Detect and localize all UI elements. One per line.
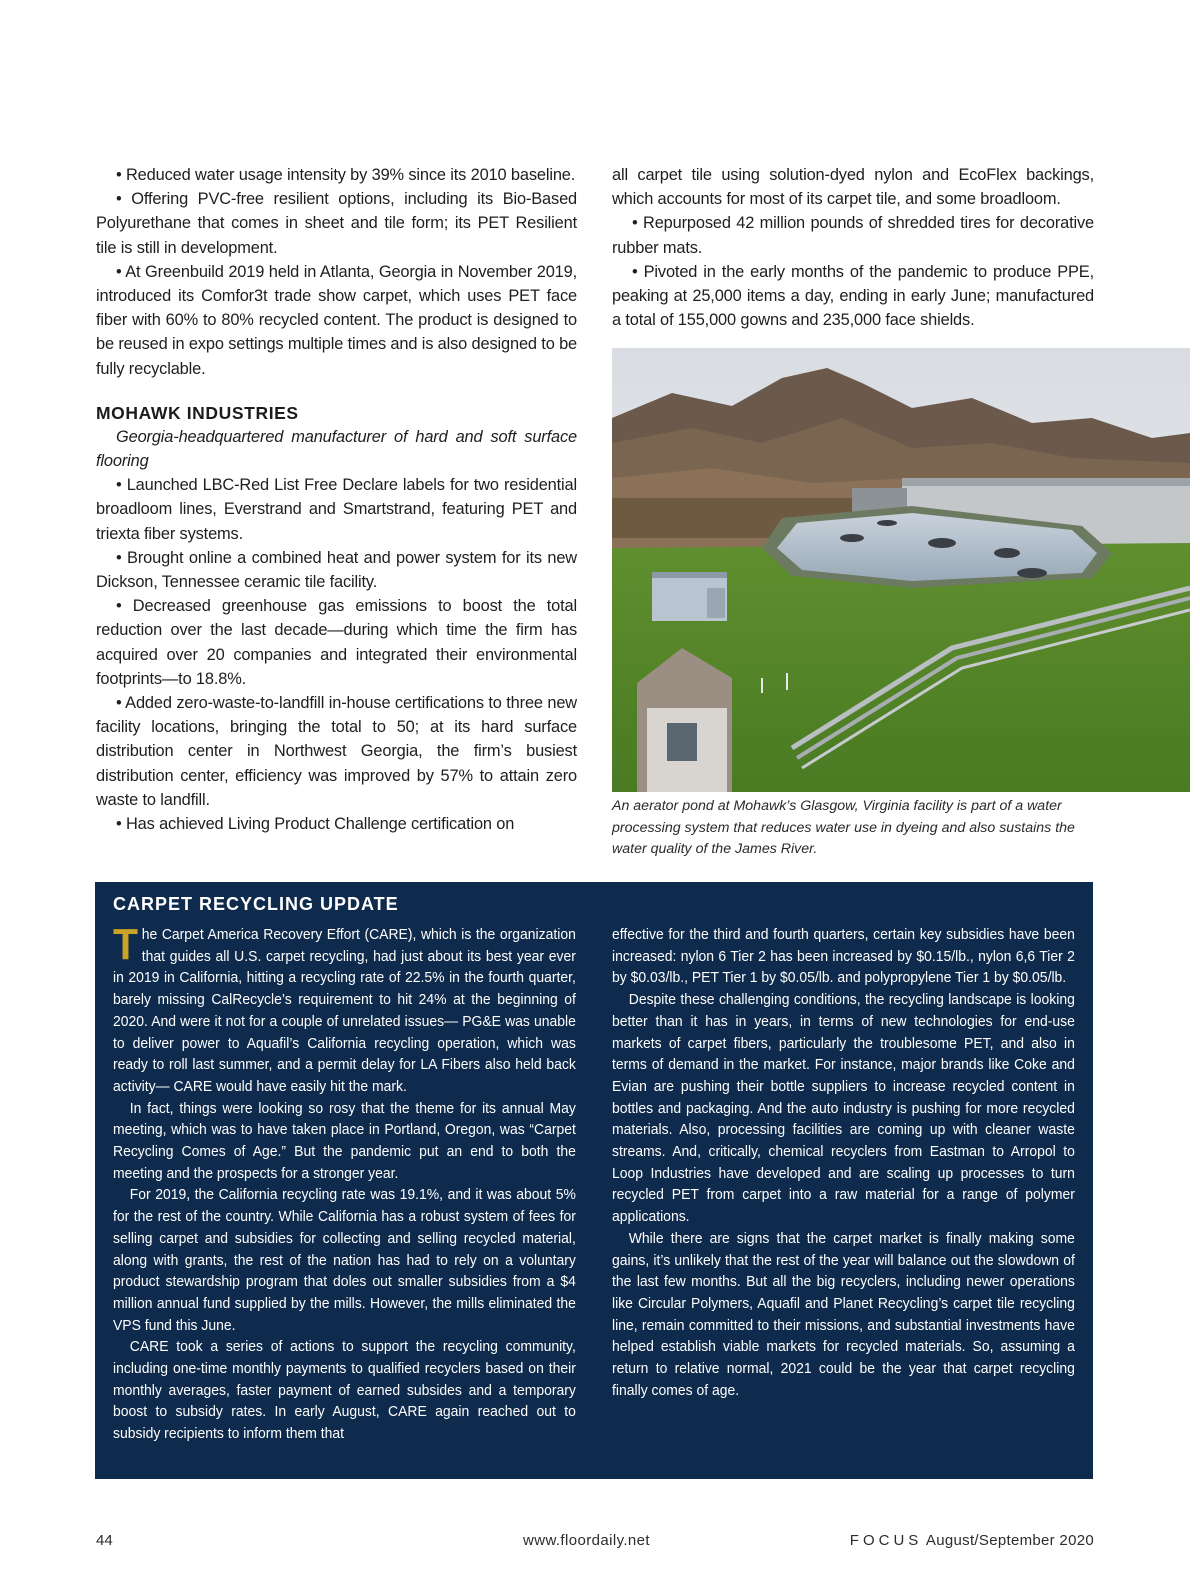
sidebar-right-column bbox=[612, 924, 1075, 1401]
aerator-pond-illustration bbox=[612, 348, 1190, 792]
footer-magazine bbox=[850, 1532, 1094, 1549]
page-number: 44 bbox=[96, 1532, 113, 1549]
bullet-shredded-tires: • Repurposed 42 million pounds of shredded tires for decorative rubber mats. bbox=[612, 214, 1094, 257]
carpet-recycling-sidebar bbox=[95, 882, 1093, 1479]
bullet-zero-waste: • Added zero-waste-to-landfill in-house certifications to three new facility locations, bringing the total to 50; at its hard surface distribution center in Northwest Georgia, the firm’s busiest distribution center, efficiency was improved by 57% to attain zero waste to landfill. bbox=[96, 694, 577, 809]
issue-date: August/September 2020 bbox=[925, 1532, 1094, 1549]
sidebar-paragraph: In fact, things were looking so rosy that the theme for its annual May meeting, which was to have taken place in Portland, Oregon, was “Carpet Recycling Comes of Age.” But the pandemic put an end to both the meeting and the prospects for a stronger year. bbox=[113, 1099, 576, 1182]
sidebar-paragraph: While there are signs that the carpet market is finally making some gains, it’s unlikely that the rest of the year will balance out the slowdown of the last few months. But all the big recyclers, including newer operations like Circular Polymers, Aquafil and Planet Recycling’s carpet tile recycling line, remain committed to their missions, and substantial investments have helped establish viable markets for recycled materials. So, assuming a return to relative normal, 2021 could be the year that carpet recycling finally comes of age. bbox=[612, 1229, 1075, 1399]
footer-url: www.floordaily.net bbox=[523, 1532, 650, 1549]
drop-cap: T bbox=[113, 920, 139, 969]
sidebar-paragraph: CARE took a series of actions to support the recycling community, including one-time monthly payments to qualified recyclers based on their monthly averages, faster payment of earned subsides and a temporary boost to subsidy rates. In early August, CARE again reached out to subsidy recipients to inform them that bbox=[113, 1338, 576, 1443]
sidebar-paragraph: Despite these challenging conditions, the recycling landscape is looking better than it has in years, in terms of new technologies for end-use markets of carpet fibers, particularly the troublesome PET, and also in terms of demand in the market. For instance, major brands like Coke and Evian are pushing their bottle suppliers to increase recycled content in bottles and packaging. And the auto industry is pushing for more recycled materials. Also, processing facilities are coming up with cleaner waste streams. And, critically, chemical recyclers from Eastman to Arropol to Loop Industries have developed and are scaling up processes to turn recycled PET from carpet into a raw material for a range of polymer applications. bbox=[612, 991, 1075, 1226]
right-column bbox=[612, 163, 1094, 332]
sidebar-title: CARPET RECYCLING UPDATE bbox=[113, 894, 399, 914]
bullet-living-product: • Has achieved Living Product Challenge certification on bbox=[116, 815, 515, 834]
sidebar-left-column bbox=[113, 920, 576, 1445]
bullet-water-usage: • Reduced water usage intensity by 39% since its 2010 baseline. bbox=[116, 166, 576, 184]
bullet-pvc-free: • Offering PVC-free resilient options, including its Bio-Based Polyurethane that comes in sheet and tile form; its PET Resilient tile is still in development. bbox=[96, 190, 577, 257]
photo-caption: An aerator pond at Mohawk’s Glasgow, Virginia facility is part of a water processing system that reduces water use in dyeing and also sustains the water quality of the James River. bbox=[612, 798, 1075, 857]
mohawk-heading: MOHAWK INDUSTRIES bbox=[96, 402, 299, 423]
aerator-pond-photo bbox=[612, 348, 1190, 792]
magazine-name: FOCUS bbox=[849, 1532, 923, 1549]
continuation-text: all carpet tile using solution-dyed nylon and EcoFlex backings, which accounts for most of its carpet tile, and some broadloom. bbox=[612, 166, 1094, 209]
sidebar-paragraph: For 2019, the California recycling rate was 19.1%, and it was about 5% for the rest of the country. While California has a robust system of fees for selling carpet and subsidies for collecting and selling recycled material, along with grants, the rest of the nation has had to rely on a voluntary product stewardship program that doles out smaller subsidies from a $4 million annual fund supplied by the mills. However, the mills eliminated the VPS fund this June. bbox=[113, 1186, 576, 1334]
bullet-chp-system: • Brought online a combined heat and power system for its new Dickson, Tennessee ceramic tile facility. bbox=[96, 548, 577, 592]
sidebar-paragraph-text: he Carpet America Recovery Effort (CARE), which is the organization that guides all U.S. carpet recycling, had just about its best year ever in 2019 in California, hitting a recycling rate of 22.5% in the fourth quarter, barely missing CalRecycle’s requirement to hit 24% at the beginning of 2020. And were it not for a couple of unrelated issues— PG&E was unable to deliver power to Aquafil’s California recycling operation, which was ready to roll last summer, and a permit delay for LA Fibers also held back activity— CARE would have easily hit the mark. bbox=[113, 926, 576, 1095]
bullet-ppe: • Pivoted in the early months of the pandemic to produce PPE, peaking at 25,000 items a day, ending in early June; manufactured a total of 155,000 gowns and 235,000 face shields. bbox=[612, 262, 1094, 330]
sidebar-paragraph: effective for the third and fourth quarters, certain key subsidies have been increased: nylon 6 Tier 2 has been increased by $0.15/lb., nylon 6,6 Tier 2 by $0.03/lb., PET Tier 1 by $0.05/lb. and polypropylene Tier 1 by $0.05/lb. bbox=[612, 926, 1075, 987]
bullet-greenbuild: • At Greenbuild 2019 held in Atlanta, Georgia in November 2019, introduced its Comfor3t trade show carpet, which uses PET face fiber with 60% to 80% recycled content. The product is designed to be reused in expo settings multiple times and is also designed to be fully recyclable. bbox=[96, 262, 577, 378]
sidebar-paragraph bbox=[113, 920, 576, 1098]
mohawk-subhead: Georgia-headquartered manufacturer of hard and soft surface flooring bbox=[96, 427, 577, 471]
bullet-ghg-emissions: • Decreased greenhouse gas emissions to boost the total reduction over the last decade—during which time the firm has acquired over 20 companies and integrated their environmental footprints—to 18.8%. bbox=[96, 597, 577, 688]
left-column bbox=[96, 163, 577, 836]
bullet-lbc-labels: • Launched LBC-Red List Free Declare labels for two residential broadloom lines, Everstrand and Smartstrand, featuring PET and triexta fiber systems. bbox=[96, 476, 577, 543]
